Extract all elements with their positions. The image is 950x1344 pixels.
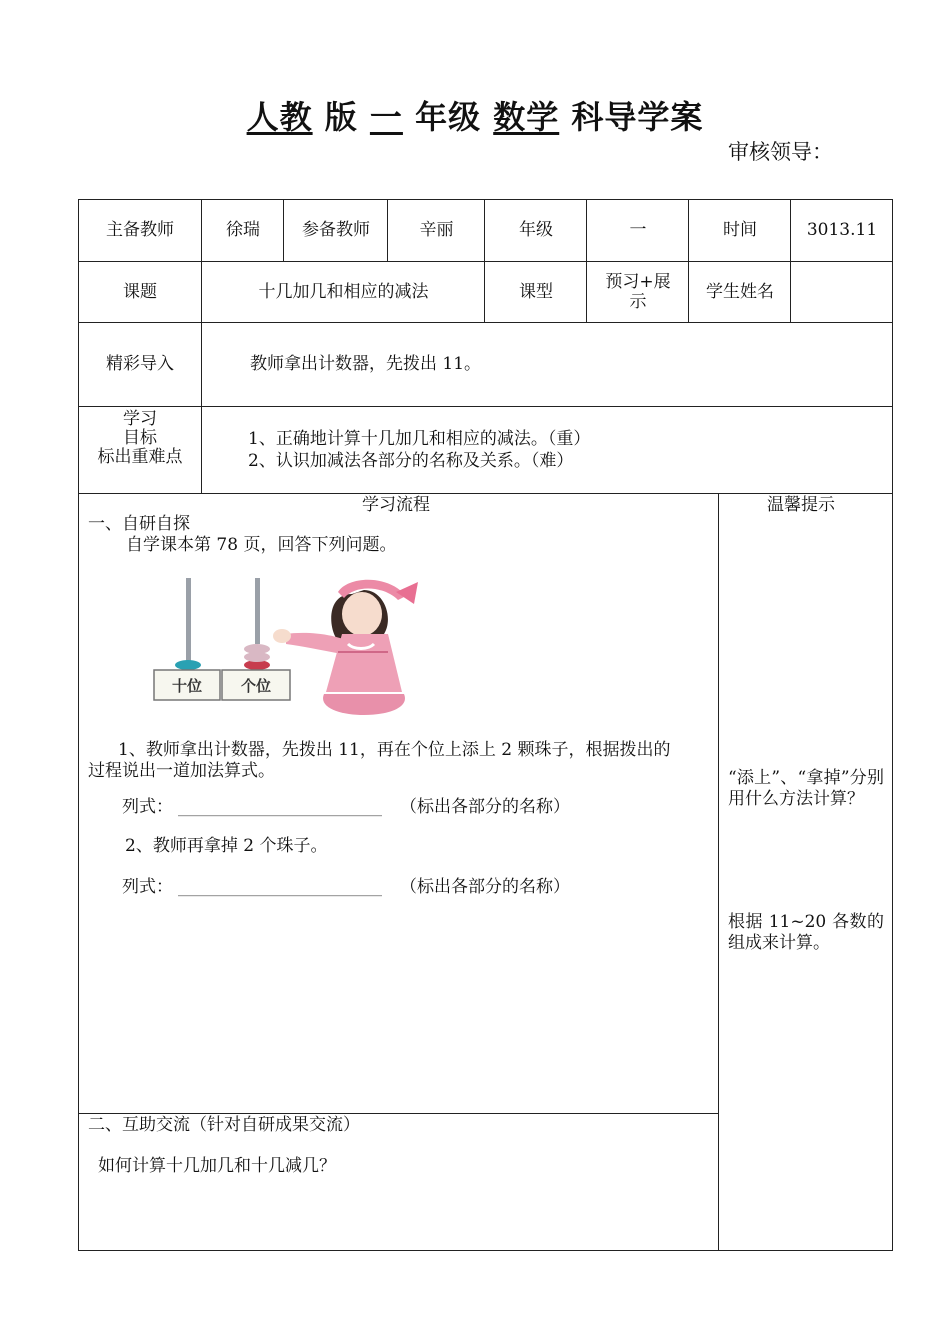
lesson-type-line2: 示 <box>629 291 647 312</box>
student-name-field[interactable] <box>791 261 893 322</box>
title-subject: 数学 <box>493 98 560 136</box>
tens-rod <box>186 578 191 666</box>
time-label: 时间 <box>723 220 757 240</box>
goals-label-line2: 目标 <box>123 427 157 448</box>
formula2-label: 列式： <box>122 877 173 897</box>
ones-rod <box>255 578 260 644</box>
tips-heading: 温馨提示 <box>767 495 835 515</box>
question2: 2、教师再拿掉 2 个珠子。 <box>125 836 328 856</box>
tens-bead <box>175 660 201 670</box>
question1-line1: 1、教师拿出计数器，先拨出 11，再在个位上添上 2 颗珠子，根据拨出的 <box>118 740 671 760</box>
formula1-blank[interactable]: ________________________ <box>178 797 382 817</box>
goals-label-line3: 标出重难点 <box>97 446 183 467</box>
intro-text: 教师拿出计数器，先拨出 11。 <box>250 354 482 374</box>
goals-label-line1: 学习 <box>123 408 157 429</box>
goals-label <box>78 406 202 470</box>
tens-label: 十位 <box>171 677 203 695</box>
time-value: 3013.11 <box>806 220 878 240</box>
goal-item-2: 2、认识加减法各部分的名称及关系。（难） <box>248 451 574 471</box>
formula1-label: 列式： <box>122 797 173 817</box>
ones-bead-3 <box>244 644 270 654</box>
formula1-note: （标出各部分的名称） <box>400 797 570 817</box>
intro-label: 精彩导入 <box>106 354 174 374</box>
tip-composition: 根据 11~20 各数的组成来计算。 <box>728 912 884 953</box>
abacus-girl-illustration <box>152 574 434 722</box>
formula2-blank[interactable]: ________________________ <box>178 877 382 897</box>
reviewer-label: 审核领导： <box>728 140 833 164</box>
section1-intro: 自学课本第 78 页，回答下列问题。 <box>126 535 397 555</box>
student-name-label: 学生姓名 <box>706 281 774 302</box>
title-grade-number: 一 <box>369 98 403 136</box>
page-title <box>0 92 950 138</box>
question1-line2: 过程说出一道加法算式。 <box>88 761 275 781</box>
lesson-type-label: 课型 <box>519 281 553 302</box>
lesson-type-line1: 预习+展 <box>605 271 671 292</box>
lead-teacher-name: 徐瑞 <box>226 220 260 240</box>
assist-teacher-name: 辛丽 <box>419 220 454 240</box>
title-grade-word: 年级 <box>415 98 482 136</box>
topic-label: 课题 <box>123 281 157 302</box>
lesson-type-value <box>587 261 689 322</box>
section2-question: 如何计算十几加几和十几减几？ <box>98 1156 336 1176</box>
grade-label: 年级 <box>519 220 553 240</box>
section2-title: 二、互助交流（针对自研成果交流） <box>88 1115 360 1135</box>
lead-teacher-label: 主备教师 <box>106 220 174 240</box>
title-doc-type: 科导学案 <box>571 98 704 136</box>
section1-title: 一、自研自探 <box>88 514 190 534</box>
goal-item-1: 1、正确地计算十几加几和相应的减法。（重） <box>248 429 591 449</box>
title-publisher: 人教 <box>246 98 313 136</box>
topic-value: 十几加几和相应的减法 <box>258 281 429 302</box>
ones-label: 个位 <box>240 677 272 695</box>
girl-figure <box>273 580 418 715</box>
formula2-note: （标出各部分的名称） <box>400 877 570 897</box>
grade-value: 一 <box>629 220 647 240</box>
tip-add-remove: “添上”、“拿掉”分别用什么方法计算？ <box>728 768 884 809</box>
assist-teacher-label: 参备教师 <box>302 220 370 240</box>
flow-heading: 学习流程 <box>362 495 430 515</box>
title-edition: 版 <box>324 98 358 136</box>
